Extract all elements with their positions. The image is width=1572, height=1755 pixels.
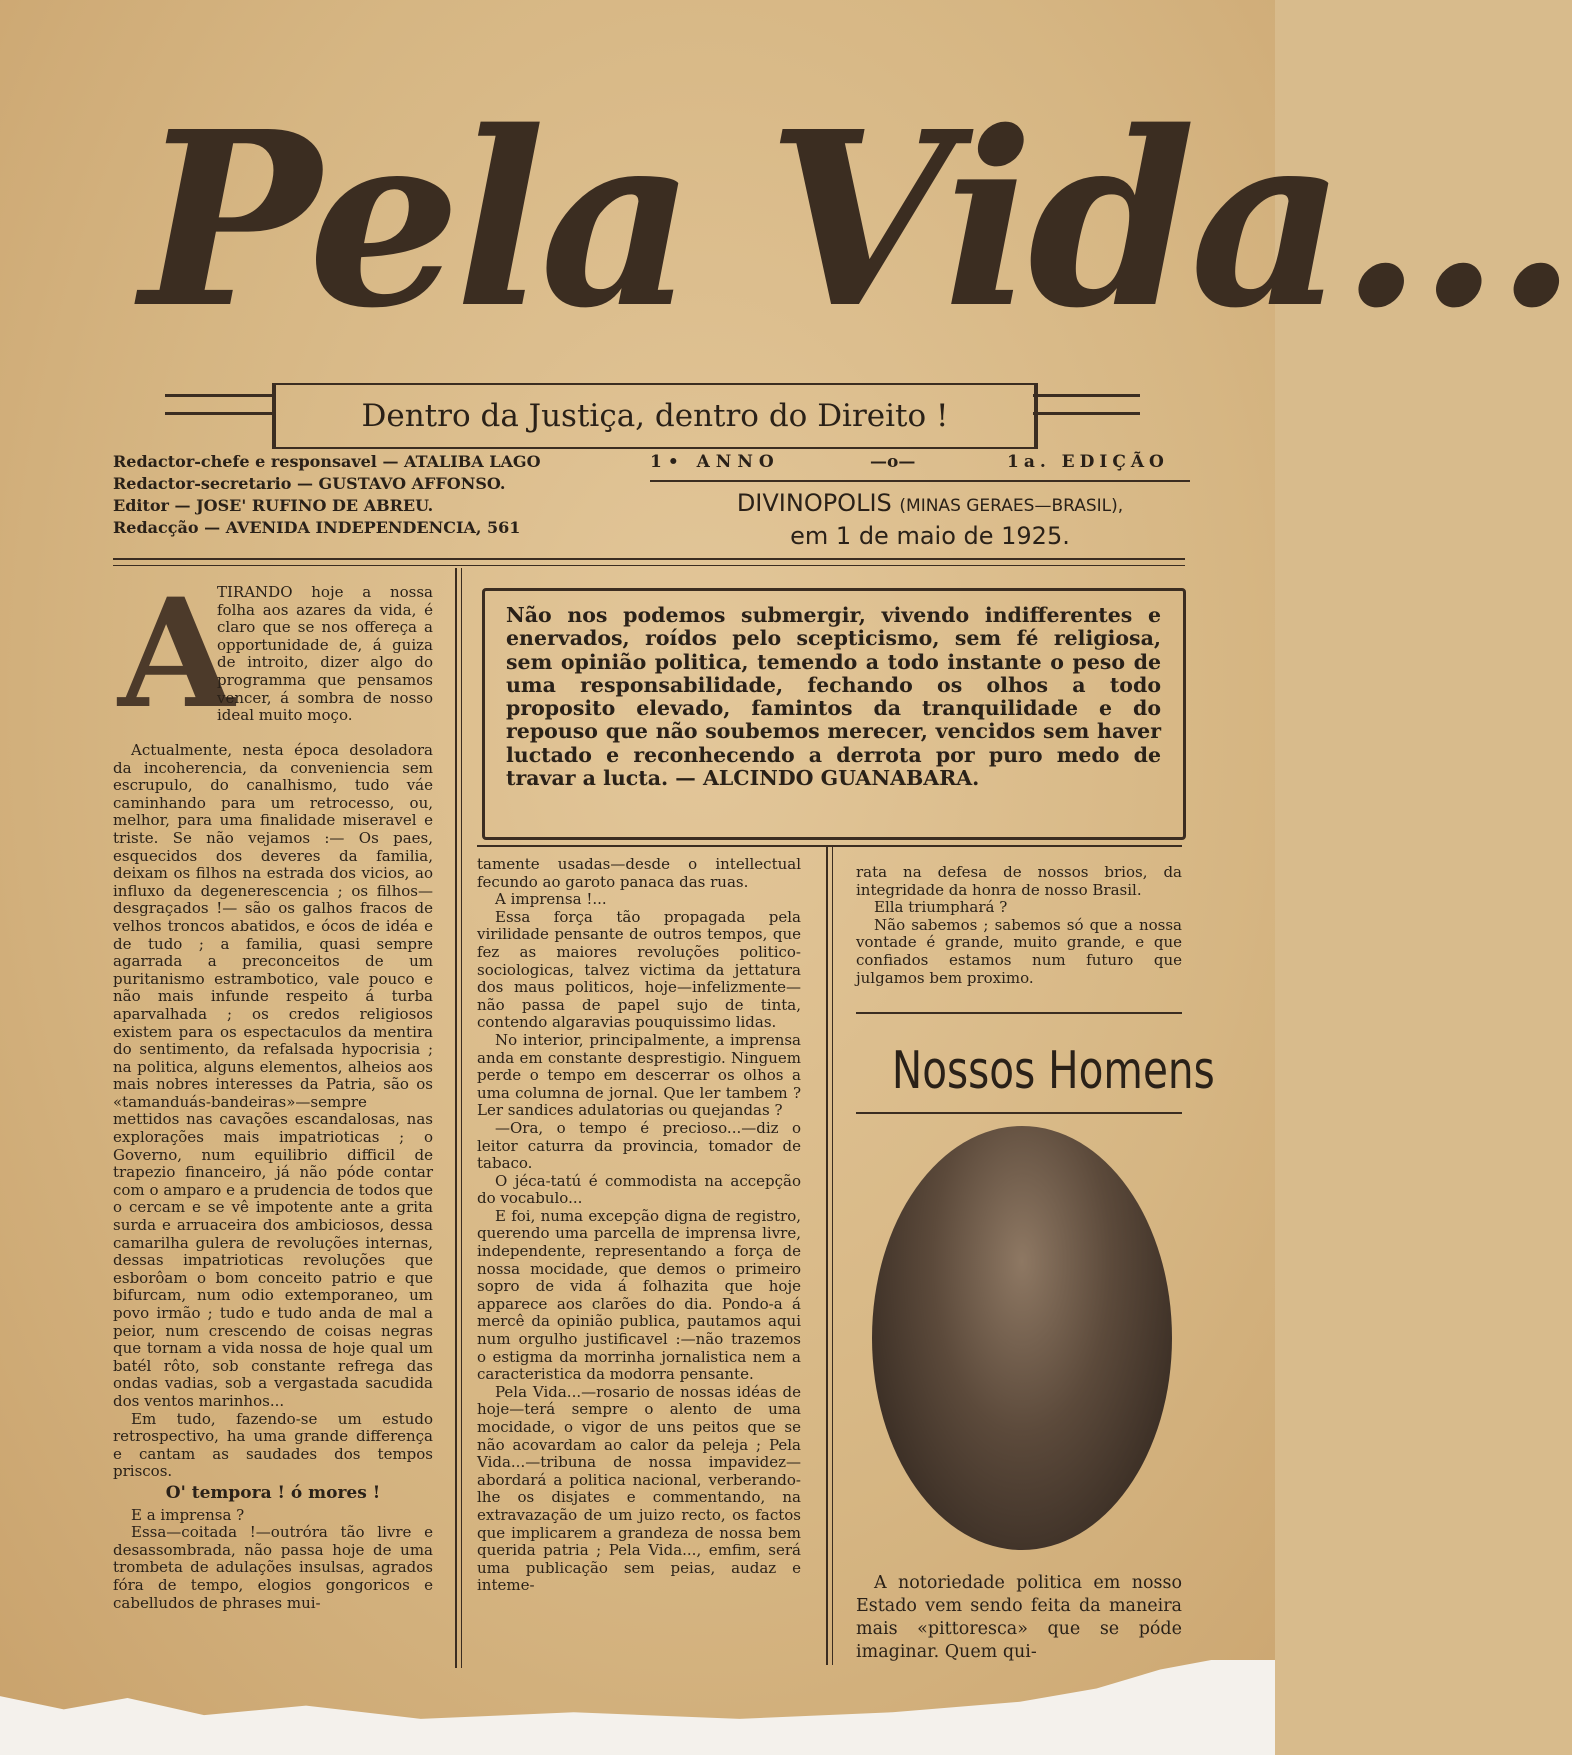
column-3-article-text: A notoriedade politica em nosso Estado vem sendo feita da maneira mais «pittoresca» que se póde imaginar. Quem qui- — [856, 1573, 1182, 1662]
drop-cap: A — [118, 566, 235, 742]
column-2-paragraph: tamente usadas—desde o intellectual fecundo ao garoto panaca das ruas. — [477, 855, 801, 891]
column-2-paragraph: Pela Vida...—rosario de nossas idéas de hoje—terá sempre o alento de uma mocidade, o vigor de uns peitos que se não acovardam ao calor da peleja ; Pela Vida...—tribuna de nossa impavidez—abordará a politica nacional, verberando-lhe os disjates e commentando, na extravazação de um juizo recto, os factos que implicarem a grandeza de nossa bem querida patria ; Pela Vida..., emfim, será uma publicação sem peias, audaz e inteme- — [477, 1382, 801, 1595]
column-3-paragraph: Ella triumphará ? — [874, 898, 1008, 917]
motto-rule — [165, 394, 272, 397]
column-divider — [832, 845, 833, 1665]
motto-banner — [165, 383, 1140, 449]
motto-rule — [1033, 412, 1140, 415]
column-3-paragraph: Não sabemos ; sabemos só que a nossa vontade é grande, muito grande, e que confiados estamos num futuro que julgamos bem proximo. — [856, 915, 1182, 987]
issue-year: 1• ANNO — [650, 452, 780, 472]
issue-separator: —o— — [870, 452, 916, 472]
credit-line: Editor — JOSE' RUFINO DE ABREU. — [113, 496, 434, 515]
dateline — [650, 488, 1210, 551]
column-divider — [455, 568, 457, 1668]
issue-info — [650, 452, 1190, 480]
section-title: Nossos Homens — [891, 1041, 1215, 1101]
column-2-paragraph: E foi, numa excepção digna de registro, querendo uma parcella de imprensa livre, independente, representando a força de nossa mocidade, que demos o primeiro sopro de vida á folhazita que hoje apparece aos clarões do dia. Pondo-a á mercê da opinião publica, pautamos aqui num orgulho justificavel :—não trazemos o estigma da morrinha jornalistica nem a caracteristica da modorra pensante. — [477, 1206, 801, 1384]
column-3 — [856, 864, 1182, 987]
editorial-paragraph: Actualmente, nesta época desoladora da incoherencia, da conveniencia sem escrupulo, do canalhismo, tudo váe caminhando para um retrocesso, ou, melhor, para uma finalidade miseravel e triste. Se não vejamos :— Os paes, esquecidos dos deveres da familia, deixam os filhos na estrada dos vicios, ao influxo da degenerescencia ; os filhos—desgraçados !— são os galhos fracos de velhos troncos abatidos, e ócos de idéa e de tudo ; a familia, quasi sempre agarrada a preconceitos de um puritanismo estrambotico, vale pouco e não mais infunde respeito á turba aparvalhada ; os credos religiosos existem para os espectaculos da mentira do sentimento, da refalsada hypocrisia ; na politica, alguns elementos, alheios aos mais nobres interesses da Patria, são os «tamanduás-bandeiras»—sempre mettidos nas cavações escandalosas, nas explorações mais impatrioticas ; o Governo, num equilibrio difficil de trapezio financeiro, já não póde contar com o amparo e a prudencia de todos que o cercam e se vê impotente ante a grita surda e arruaceira dos ambiciosos, dessa camarilha gulera de revoluções internas, dessas impatrioticas revoluções que esborôam o bom conceito patrio e que bifurcam, num odio extemporaneo, um povo irmão ; tudo e tudo anda de mal a peior, num crescendo de coisas negras que tornam a vida nossa de hoje qual um batél rôto, sob constante refrega das ondas vadias, sob a vergastada sacudida dos ventos marinhos... — [113, 741, 433, 1410]
portrait-photo — [872, 1126, 1172, 1550]
editorial-paragraph: E a imprensa ? — [131, 1505, 245, 1524]
motto: Dentro da Justiça, dentro do Direito ! — [272, 383, 1038, 449]
column-2-paragraph: O jéca-tatú é commodista na accepção do vocabulo... — [477, 1171, 801, 1208]
credit-line: Redactor-chefe e responsavel — ATALIBA LAGO — [113, 452, 541, 471]
dateline-location — [650, 488, 1210, 521]
issue-edition: 1a. EDIÇÃO — [1007, 452, 1169, 472]
dateline-state: (MINAS GERAES—BRASIL), — [899, 496, 1124, 516]
section-rule — [856, 1012, 1182, 1014]
featured-quote: Não nos podemos submergir, vivendo indifferentes e enervados, roídos pelo scepticismo, sem fé religiosa, sem opinião politica, temendo a todo instante o peso de uma responsabilidade, fechando os olhos a todo proposito elevado, famintos da tranquilidade e do repouso que não soubemos merecer, vencidos sem haver luctado e reconhecendo a derrota por puro medo de travar a lucta. — ALCINDO GUANABARA. — [506, 603, 1161, 791]
motto-rule — [1033, 394, 1140, 397]
editorial-paragraph: Essa—coitada !—outróra tão livre e desassombrada, não passa hoje de uma trombeta de adulações insulsas, agrados fóra de tempo, elogios gongoricos e cabelludos de phrases mui- — [113, 1523, 433, 1612]
column-2-paragraph: No interior, principalmente, a imprensa anda em constante desprestigio. Ninguem perde o tempo em descerrar os olhos a uma columna de jornal. Que ler tambem ? Ler sandices adulatorias ou quejandas ? — [477, 1030, 801, 1120]
issue-underline — [650, 480, 1190, 482]
column-3-paragraph: rata na defesa de nossos brios, da integridade da honra de nosso Brasil. — [856, 863, 1182, 899]
dateline-date: em 1 de maio de 1925. — [790, 522, 1070, 550]
column-2 — [477, 856, 801, 1595]
motto-rule — [165, 412, 272, 415]
column-2-paragraph: A imprensa !... — [495, 890, 607, 909]
column-divider — [461, 568, 462, 1668]
editorial-opening-text: TIRANDO hoje a nossa folha aos azares da vida, é claro que se nos offereça a opportunidade de, á guiza de introito, dizer algo do programma que pensamos vencer, á sombra de nosso ideal muito moço. — [217, 583, 433, 725]
dateline-city: DIVINOPOLIS — [736, 489, 892, 517]
editorial-exclamation: O' tempora ! ó mores ! — [165, 1482, 381, 1503]
editorial-paragraph: Em tudo, fazendo-se um estudo retrospectivo, ha uma grande differença e cantam as saudades dos tempos priscos. — [113, 1409, 433, 1481]
section-rule — [856, 1112, 1182, 1114]
header-rule — [113, 565, 1185, 566]
editorial-body — [113, 742, 433, 1612]
quote-rule — [477, 845, 1182, 847]
masthead-title: Pela Vida... — [140, 79, 1572, 361]
header-rule — [113, 558, 1185, 560]
column-2-paragraph: —Ora, o tempo é precioso...—diz o leitor caturra da provincia, tomador de tabaco. — [477, 1118, 801, 1173]
column-3-article — [856, 1572, 1182, 1664]
credit-line: Redacção — AVENIDA INDEPENDENCIA, 561 — [113, 518, 521, 537]
credit-line: Redactor-secretario — GUSTAVO AFFONSO. — [113, 474, 506, 493]
staff-credits — [113, 451, 633, 539]
column-2-paragraph: Essa força tão propagada pela virilidade pensante de outros tempos, que fez as maiores revoluções politico-sociologicas, talvez victima da jettatura dos maus politicos, hoje—infelizmente—não passa de papel sujo de tinta, contendo algaravias pouquissimo lidas. — [477, 907, 801, 1032]
editorial-opening — [217, 584, 433, 725]
column-divider — [826, 845, 828, 1665]
